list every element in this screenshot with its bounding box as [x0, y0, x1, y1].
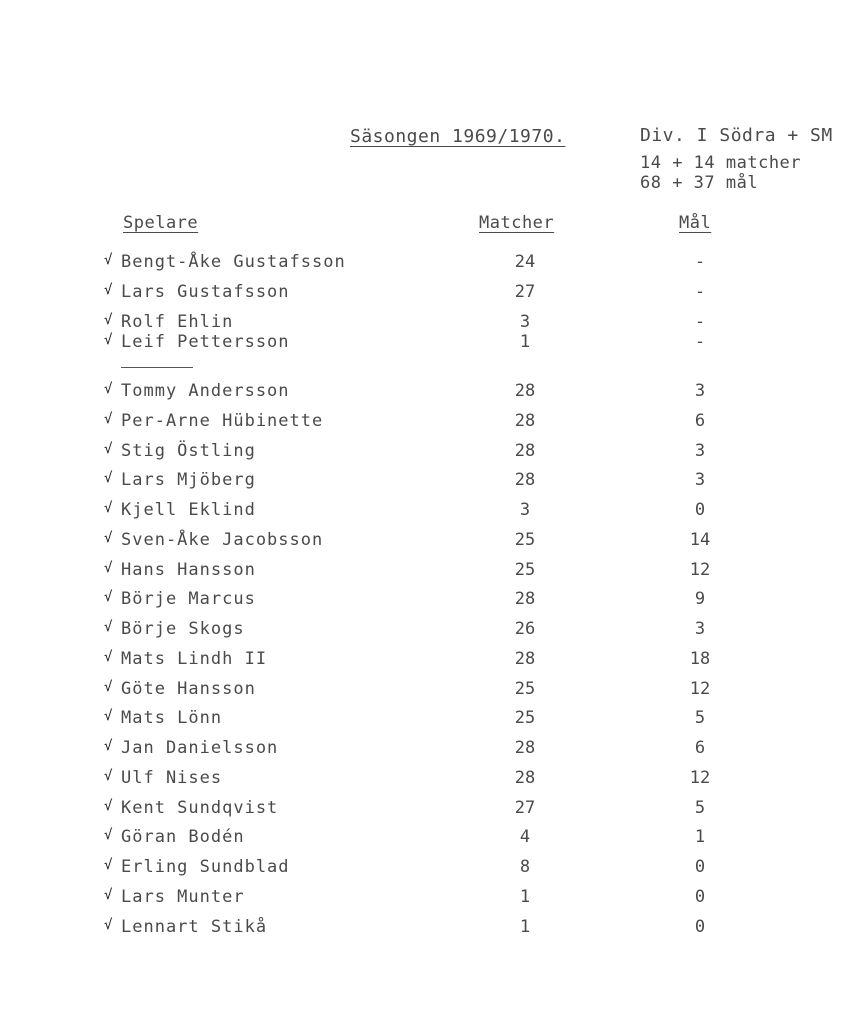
player-goals: 12	[689, 767, 711, 788]
goals-summary: 68 + 37 mål	[640, 173, 759, 193]
player-matches: 25	[514, 678, 536, 699]
player-name: Rolf Ehlin	[121, 312, 234, 332]
checkmark-icon: √	[104, 589, 113, 606]
checkmark-icon: √	[104, 857, 113, 873]
player-name: Sven-Åke Jacobsson	[121, 529, 324, 550]
group-divider	[121, 367, 193, 368]
player-goals: 0	[694, 886, 706, 907]
checkmark-icon: √	[104, 529, 113, 546]
player-row	[0, 619, 866, 643]
player-name: Börje Skogs	[121, 619, 245, 639]
player-row	[0, 530, 866, 554]
player-matches: 8	[519, 857, 531, 877]
player-name: Per-Arne Hübinette	[121, 410, 324, 431]
player-name: Lennart Stikå	[121, 916, 268, 937]
player-matches: 28	[514, 589, 536, 610]
player-name: Tommy Andersson	[121, 381, 290, 401]
player-matches: 28	[514, 381, 536, 401]
player-goals: 14	[689, 529, 711, 550]
checkmark-icon: √	[104, 738, 113, 754]
player-matches: 25	[514, 529, 536, 550]
matches-summary: 14 + 14 matcher	[640, 153, 802, 173]
player-goals: 0	[694, 857, 706, 877]
player-row	[0, 332, 866, 356]
column-header-matches: Matcher	[479, 213, 555, 233]
player-row	[0, 738, 866, 762]
season-title: Säsongen 1969/1970.	[350, 126, 566, 147]
player-name: Mats Lönn	[121, 708, 223, 729]
checkmark-icon: √	[104, 332, 113, 348]
player-goals: 3	[694, 381, 706, 401]
player-row	[0, 798, 866, 822]
checkmark-icon: √	[104, 410, 113, 427]
player-goals: 5	[694, 797, 706, 818]
player-name: Bengt-Åke Gustafsson	[121, 252, 346, 272]
player-row	[0, 252, 866, 276]
checkmark-icon: √	[104, 440, 113, 457]
player-matches: 3	[519, 312, 531, 332]
player-name: Stig Östling	[121, 440, 256, 461]
player-name: Ulf Nises	[121, 767, 223, 788]
player-matches: 24	[514, 252, 536, 272]
player-name: Leif Pettersson	[121, 332, 290, 352]
player-matches: 25	[514, 708, 536, 729]
division-label: Div. I Södra + SM	[640, 125, 833, 146]
player-matches: 25	[514, 559, 536, 580]
player-matches: 26	[514, 619, 536, 639]
checkmark-icon: √	[104, 767, 113, 784]
player-row	[0, 411, 866, 435]
player-row	[0, 649, 866, 673]
player-goals: 12	[689, 678, 711, 699]
player-name: Jan Danielsson	[121, 738, 279, 758]
player-goals: 5	[694, 708, 706, 729]
player-row	[0, 381, 866, 405]
player-matches: 1	[519, 916, 531, 937]
player-row	[0, 560, 866, 584]
player-matches: 28	[514, 410, 536, 431]
player-goals: 3	[694, 619, 706, 639]
player-goals: 12	[689, 559, 711, 580]
player-row	[0, 917, 866, 941]
player-name: Lars Munter	[121, 886, 245, 907]
player-matches: 1	[519, 886, 531, 907]
player-name: Erling Sundblad	[121, 857, 290, 877]
player-goals: -	[694, 282, 706, 302]
player-row	[0, 708, 866, 732]
player-goals: 18	[689, 648, 711, 669]
player-goals: 6	[694, 738, 706, 758]
checkmark-icon: √	[104, 559, 113, 576]
player-row	[0, 589, 866, 613]
player-matches: 3	[519, 500, 531, 520]
player-name: Hans Hansson	[121, 559, 256, 580]
checkmark-icon: √	[104, 886, 113, 903]
player-row	[0, 679, 866, 703]
player-row	[0, 470, 866, 494]
checkmark-icon: √	[104, 470, 113, 487]
checkmark-icon: √	[104, 282, 113, 298]
player-row	[0, 827, 866, 851]
player-matches: 28	[514, 767, 536, 788]
player-row	[0, 282, 866, 306]
player-goals: -	[694, 332, 706, 352]
checkmark-icon: √	[104, 252, 113, 268]
player-goals: 0	[694, 916, 706, 937]
player-goals: 3	[694, 470, 706, 491]
checkmark-icon: √	[104, 500, 113, 516]
player-name: Lars Gustafsson	[121, 282, 290, 302]
column-header-player: Spelare	[123, 213, 199, 233]
checkmark-icon: √	[104, 312, 113, 328]
player-matches: 28	[514, 648, 536, 669]
checkmark-icon: √	[104, 678, 113, 695]
player-row	[0, 441, 866, 465]
player-name: Lars Mjöberg	[121, 470, 256, 491]
player-goals: 0	[694, 500, 706, 520]
player-goals: 1	[694, 827, 706, 848]
checkmark-icon: √	[104, 797, 113, 814]
player-goals: -	[694, 312, 706, 332]
player-goals: 3	[694, 440, 706, 461]
player-matches: 27	[514, 797, 536, 818]
checkmark-icon: √	[104, 381, 113, 397]
checkmark-icon: √	[104, 708, 113, 725]
checkmark-icon: √	[104, 648, 113, 665]
player-goals: 6	[694, 410, 706, 431]
checkmark-icon: √	[104, 619, 113, 635]
player-goals: 9	[694, 589, 706, 610]
player-name: Kjell Eklind	[121, 500, 256, 520]
player-row	[0, 887, 866, 911]
player-name: Göte Hansson	[121, 678, 256, 699]
player-matches: 27	[514, 282, 536, 302]
player-goals: -	[694, 252, 706, 272]
player-row	[0, 500, 866, 524]
player-row	[0, 857, 866, 881]
column-header-goals: Mål	[679, 213, 712, 233]
player-name: Börje Marcus	[121, 589, 256, 610]
checkmark-icon: √	[104, 827, 113, 844]
player-row	[0, 768, 866, 792]
player-name: Göran Bodén	[121, 827, 245, 848]
checkmark-icon: √	[104, 916, 113, 933]
player-matches: 28	[514, 440, 536, 461]
player-matches: 28	[514, 470, 536, 491]
player-matches: 1	[519, 332, 531, 352]
player-matches: 28	[514, 738, 536, 758]
player-matches: 4	[519, 827, 531, 848]
player-name: Mats Lindh II	[121, 648, 268, 669]
player-name: Kent Sundqvist	[121, 797, 279, 818]
